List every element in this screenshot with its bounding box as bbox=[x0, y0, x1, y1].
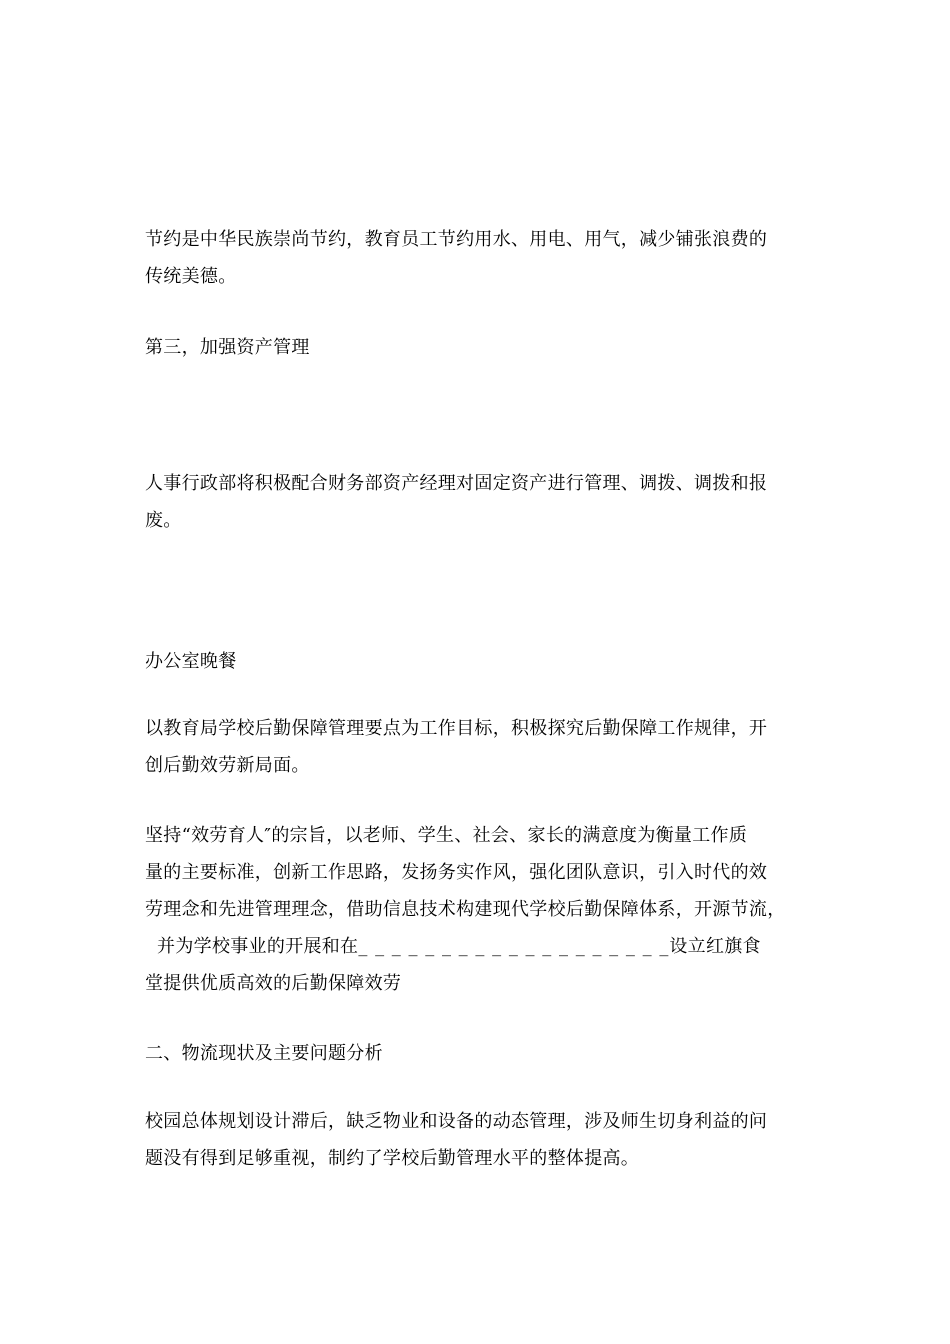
text-line: 人事行政部将积极配合财务部资产经理对固定资产进行管理、调拨、调拨和报 bbox=[145, 473, 768, 494]
fill-in-line bbox=[145, 928, 810, 965]
text-line: 节约是中华民族崇尚节约，教育员工节约用水、用电、用气，减少铺张浪费的 bbox=[145, 229, 768, 250]
text-line: 量的主要标准，创新工作思路，发扬务实作风，强化团队意识，引入时代的效 bbox=[145, 862, 768, 883]
paragraph-hr-admin bbox=[145, 465, 810, 539]
fill-in-blank: _ _ _ _ _ _ _ _ _ _ _ _ _ _ _ _ _ _ _ bbox=[358, 936, 670, 957]
text-line: 坚持“效劳育人″的宗旨，以老师、学生、社会、家长的满意度为衡量工作质 bbox=[145, 825, 748, 846]
paragraph-conservation bbox=[145, 221, 810, 295]
heading-logistics-analysis bbox=[145, 1035, 810, 1072]
text-after-blank: 设立红旗食 bbox=[669, 936, 761, 957]
text-line: 以教育局学校后勤保障管理要点为工作目标，积极探究后勤保障工作规律，开 bbox=[145, 718, 768, 739]
text-line: 传统美德。 bbox=[145, 266, 237, 287]
text-line: 废。 bbox=[145, 510, 182, 531]
text-line: 堂提供优质高效的后勤保障效劳 bbox=[145, 973, 402, 994]
paragraph-campus-planning bbox=[145, 1103, 810, 1177]
text-line: 第三，加强资产管理 bbox=[145, 337, 310, 358]
text-before-blank: 并为学校事业的开展和在 bbox=[145, 936, 359, 957]
text-line: 校园总体规划设计滞后，缺乏物业和设备的动态管理，涉及师生切身利益的问 bbox=[145, 1111, 768, 1132]
text-line: 办公室晚餐 bbox=[145, 651, 237, 672]
text-line: 创后勤效劳新局面。 bbox=[145, 755, 310, 776]
paragraph-service-principle bbox=[145, 817, 810, 1002]
heading-office-dinner bbox=[145, 643, 810, 680]
text-line: 二、物流现状及主要问题分析 bbox=[145, 1043, 383, 1064]
text-line: 题没有得到足够重视，制约了学校后勤管理水平的整体提高。 bbox=[145, 1148, 640, 1169]
text-line: 劳理念和先进管理理念，借助信息技术构建现代学校后勤保障体系，开源节流， bbox=[145, 899, 786, 920]
heading-asset-management bbox=[145, 329, 810, 366]
paragraph-work-goal bbox=[145, 710, 810, 784]
